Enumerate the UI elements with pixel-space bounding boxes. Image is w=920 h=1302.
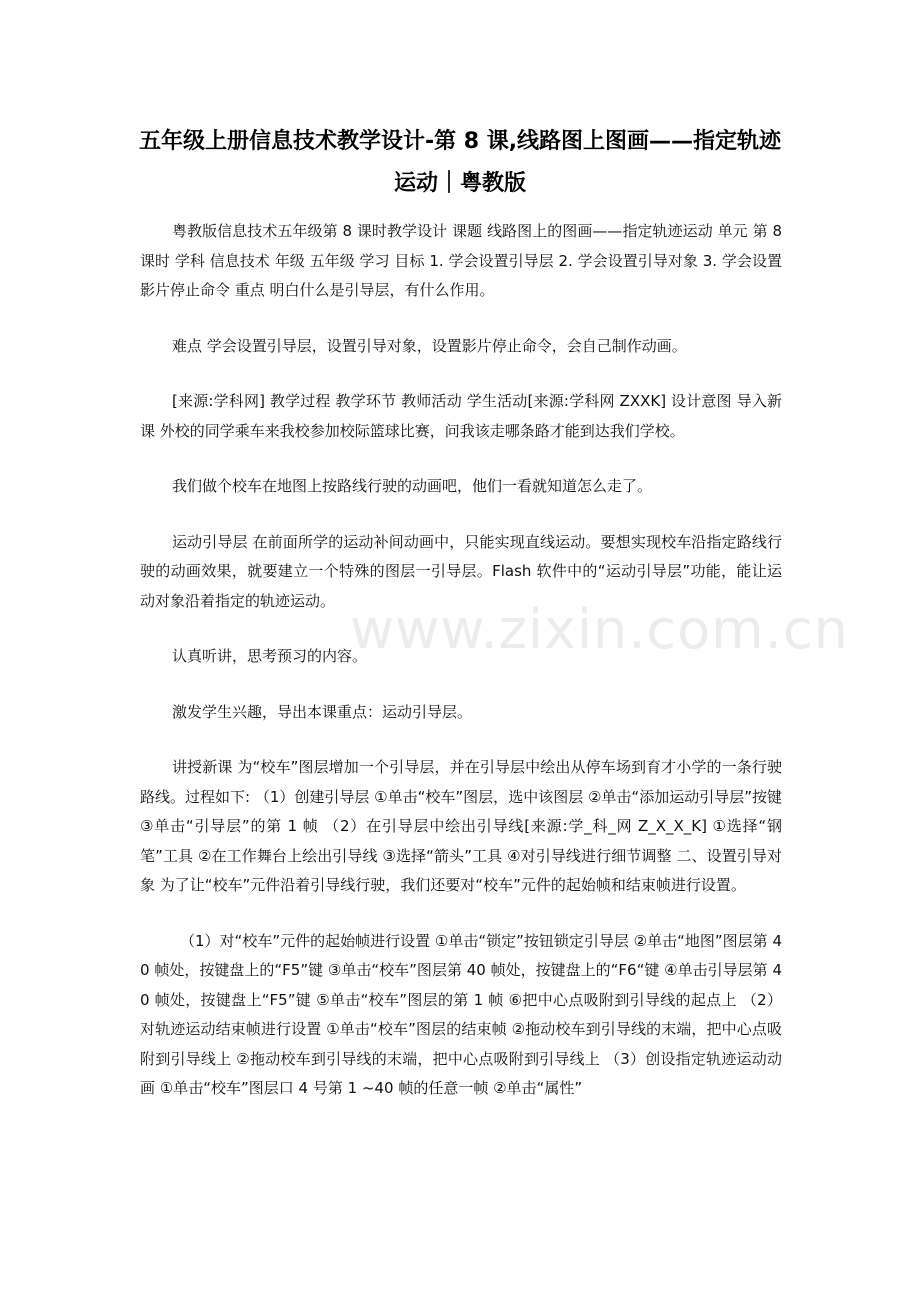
paragraph-difficulty: 难点 学会设置引导层，设置引导对象，设置影片停止命令，会自己制作动画。 (172, 336, 687, 355)
document-body (140, 217, 782, 1130)
paragraph-guide-layer: 运动引导层 在前面所学的运动补间动画中，只能实现直线运动。要想实现校车沿指定路线行驶的动画效果，就要建立一个特殊的图层一引导层。Flash 软件中的“运动引导层”功能，能让运动对象沿着指定的轨迹运动。 (140, 532, 782, 610)
document-title: 五年级上册信息技术教学设计-第 8 课,线路图上图画——指定轨迹运动｜粤教版 (138, 129, 782, 196)
paragraph-new-lesson: 讲授新课 为“校车”图层增加一个引导层，并在引导层中绘出从停车场到育才小学的一条行驶路线。过程如下: （1）创建引导层 ①单击“校车”图层，选中该图层 ②单击“添加运动引导层”按键 ③单击“引导层”的第 1 帧 （2）在引导层中绘出引导线[来源:学_科_网 Z_X_X_K] ①选择“钢笔”工具 ②在工作舞台上绘出引导线 ③选择“箭头”工具 ④对引导线进行细节调整 二、设置引导对象 为了让“校车”元件沿着引导线行驶，我们还要对“校车”元件的起始帧和结束帧进行设置。 (140, 758, 782, 894)
paragraph-lesson-info: 粤教版信息技术五年级第 8 课时教学设计 课题 线路图上的图画——指定轨迹运动 单元 第 8 课时 学科 信息技术 年级 五年级 学习 目标 1. 学会设置引导层 2. 学会设置引导对象 3. 学会设置影片停止命令 重点 明白什么是引导层，有什么作用。 (140, 222, 782, 299)
paragraph-design-intent: 激发学生兴趣，导出本课重点：运动引导层。 (172, 702, 473, 721)
watermark-text: www.zixin.com.cn (350, 598, 849, 661)
paragraph-steps: （1）对“校车”元件的起始帧进行设置 ①单击“锁定”按钮锁定引导层 ②单击“地图”图层第 40 帧处，按键盘上的“F5”键 ③单击“校车”图层第 40 帧处，按键盘上的“F6“键 ④单击引导层第 40 帧处，按键盘上“F5”键 ⑤单击“校车”图层的第 1 帧 ⑥把中心点吸附到引导线的起点上 （2）对轨迹运动结束帧进行设置 ①单击“校车”图层的结束帧 ②拖动校车到引导线的末端，把中心点吸附到引导线上 ②拖动校车到引导线的末端，把中心点吸附到引导线上 （3）创设指定轨迹运动动画 ①单击“校车”图层口 4 号第 1 ~40 帧的任意一帧 ②单击“属性” (140, 931, 782, 1097)
paragraph-intro: [来源:学科网] 教学过程 教学环节 教师活动 学生活动[来源:学科网 ZXXK] 设计意图 导入新课 外校的同学乘车来我校参加校际篮球比赛，问我该走哪条路才能到达我们学校。 (140, 392, 782, 440)
paragraph-bus-animation: 我们做个校车在地图上按路线行驶的动画吧，他们一看就知道怎么走了。 (172, 477, 653, 495)
paragraph-student-activity: 认真听讲，思考预习的内容。 (172, 647, 368, 665)
